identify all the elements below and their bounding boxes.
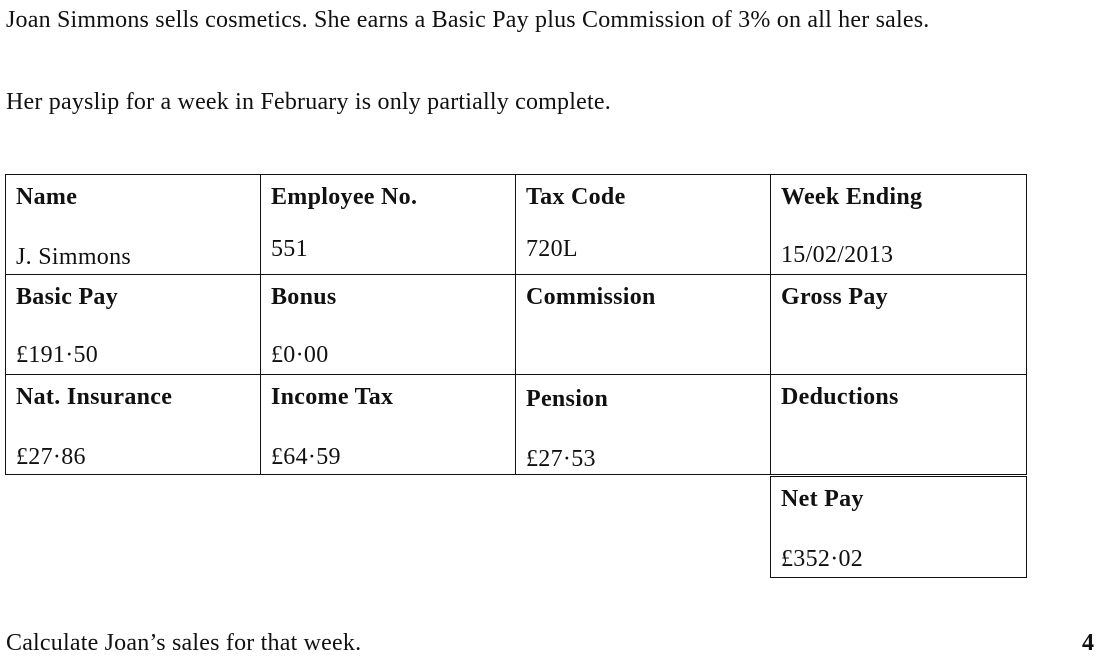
cell-tax-code [515, 174, 771, 275]
cell-net-pay [770, 476, 1027, 578]
basic-pay-label: Basic Pay [16, 284, 119, 310]
cell-commission [515, 274, 771, 375]
employee-no-value: 551 [271, 236, 308, 262]
net-pay-label: Net Pay [781, 486, 864, 512]
commission-label: Commission [526, 284, 656, 310]
name-label: Name [16, 184, 78, 210]
cell-basic-pay [5, 274, 261, 375]
nat-insurance-value: £27·86 [16, 444, 86, 470]
cell-name [5, 174, 261, 275]
cell-gross-pay [770, 274, 1027, 375]
nat-insurance-label: Nat. Insurance [16, 384, 173, 410]
pension-label: Pension [526, 386, 609, 412]
marks-value: 4 [1082, 630, 1094, 656]
cell-nat-insurance [5, 374, 261, 475]
cell-employee-no [260, 174, 516, 275]
tax-code-label: Tax Code [526, 184, 626, 210]
pension-value: £27·53 [526, 446, 596, 472]
intro-text: Joan Simmons sells cosmetics. She earns a Basic Pay plus Commission of 3% on all her sales. [6, 7, 930, 33]
cell-pension [515, 374, 771, 475]
income-tax-value: £64·59 [271, 444, 341, 470]
payslip-table [5, 174, 1027, 578]
question-text: Calculate Joan’s sales for that week. [6, 630, 362, 656]
cell-bonus [260, 274, 516, 375]
basic-pay-value: £191·50 [16, 342, 99, 368]
bonus-value: £0·00 [271, 342, 329, 368]
deductions-label: Deductions [781, 384, 899, 410]
net-pay-value: £352·02 [781, 546, 864, 572]
tax-code-value: 720L [526, 236, 578, 262]
bonus-label: Bonus [271, 284, 337, 310]
income-tax-label: Income Tax [271, 384, 394, 410]
week-ending-label: Week Ending [781, 184, 923, 210]
cell-deductions [770, 374, 1027, 475]
name-value: J. Simmons [16, 244, 132, 270]
employee-no-label: Employee No. [271, 184, 418, 210]
week-ending-value: 15/02/2013 [781, 242, 894, 268]
gross-pay-label: Gross Pay [781, 284, 888, 310]
cell-income-tax [260, 374, 516, 475]
intro-text-payslip: Her payslip for a week in February is only partially complete. [6, 89, 611, 115]
cell-week-ending [770, 174, 1027, 275]
